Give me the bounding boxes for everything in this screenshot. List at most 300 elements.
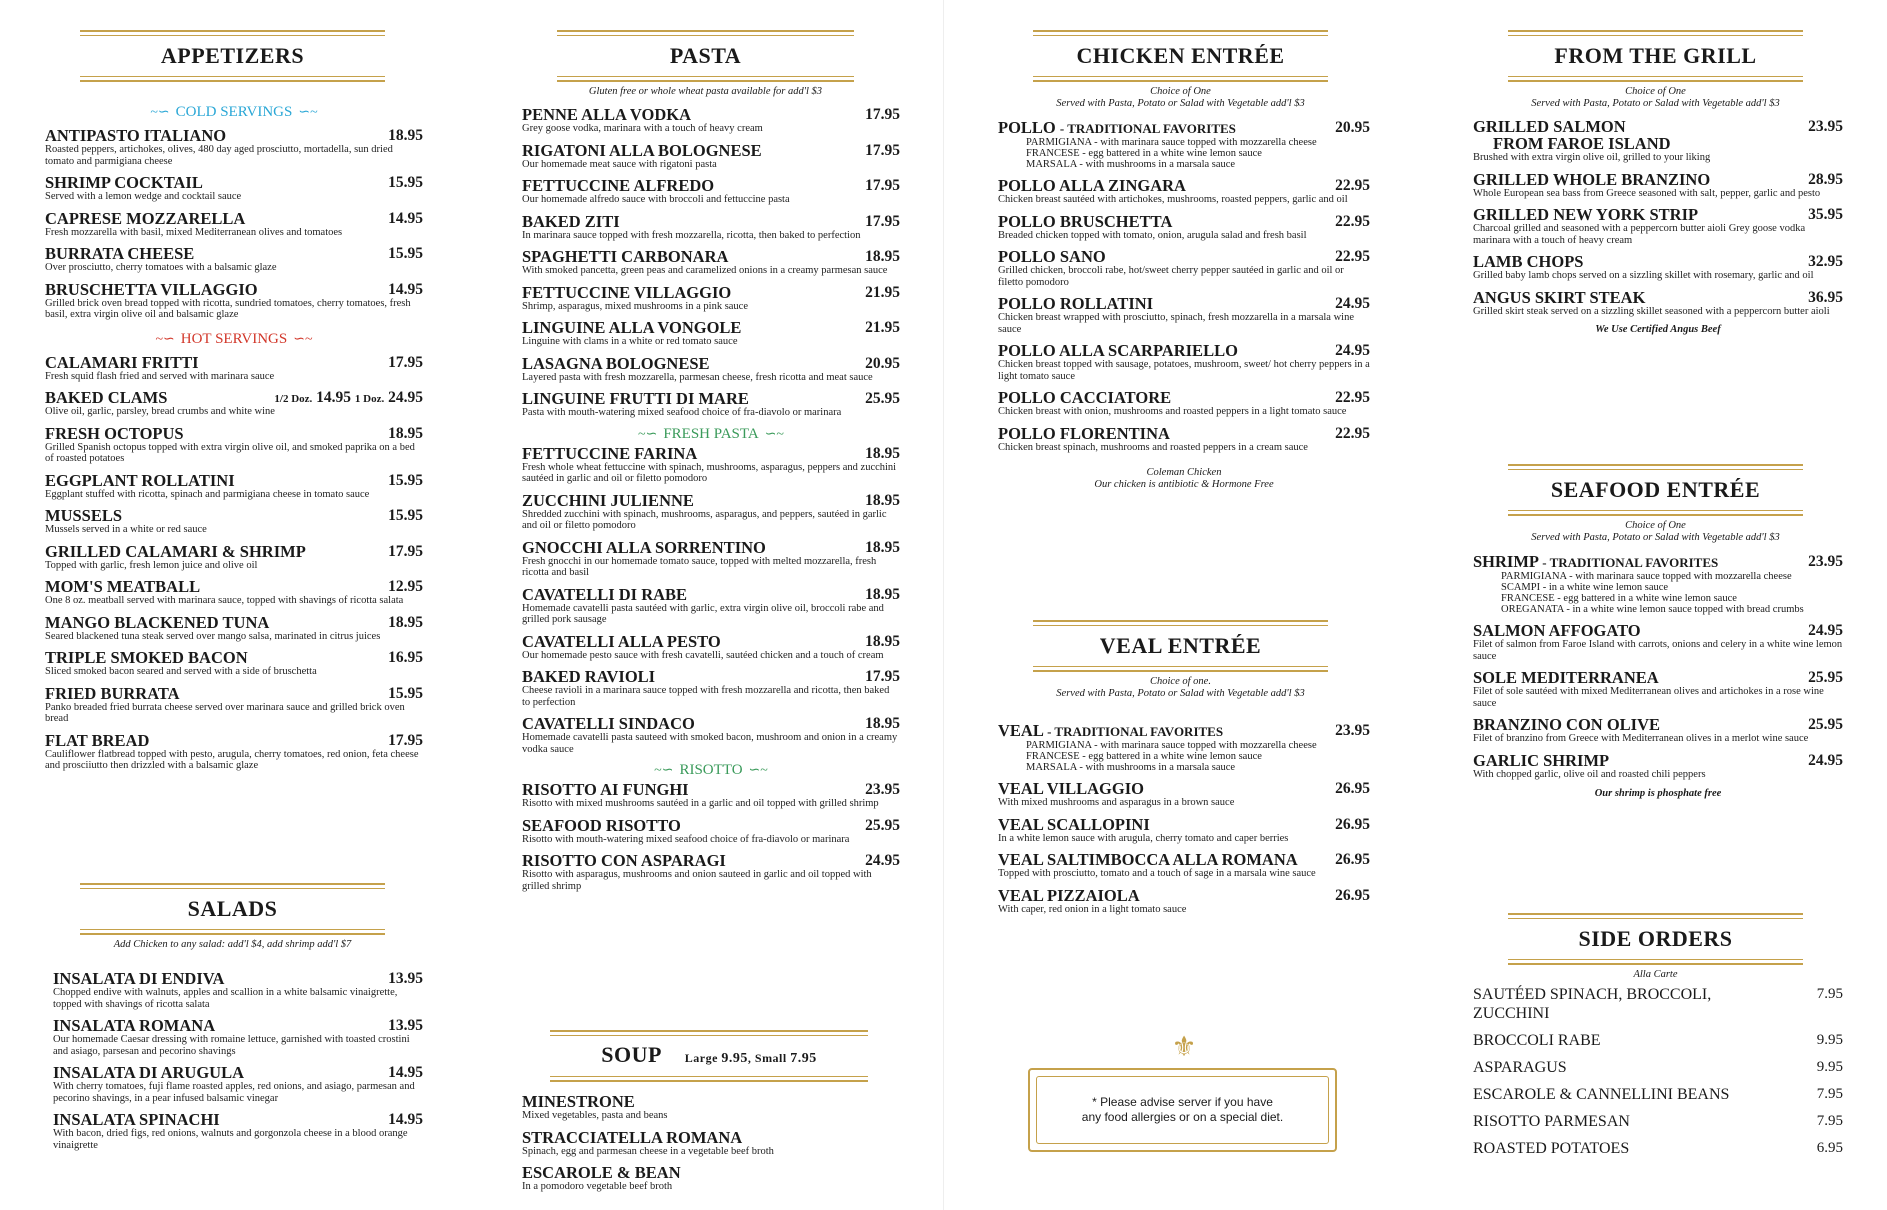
traditional-option: PARMIGIANA - with marinara sauce topped with mozzarella cheese: [1026, 740, 1317, 751]
menu-item: [522, 213, 900, 242]
item-description: Seared blackened tuna steak served over mango salsa, marinated in citrus juices: [45, 630, 381, 642]
item-price: 17.95: [388, 731, 423, 749]
item-name-text: MANGO BLACKENED TUNA: [45, 612, 270, 632]
appetizers-section: [45, 96, 423, 779]
item-name-text: BAKED CLAMS: [45, 388, 168, 407]
item-name-text: SPAGHETTI CARBONARA: [522, 247, 729, 266]
item-name: [1473, 118, 1843, 152]
item-name-text: FETTUCCINE VILLAGGIO: [522, 282, 732, 302]
item-description: Our homemade alfredo sauce with broccoli and fettuccine pasta: [522, 194, 790, 205]
menu-item: [1473, 289, 1843, 318]
item-name-text: MINESTRONE: [522, 1092, 635, 1111]
item-description: Fresh mozzarella with basil, mixed Mediterranean olives and tomatoes: [45, 226, 343, 238]
item-price: 14.95: [388, 280, 423, 298]
item-price: 18.95: [865, 491, 900, 509]
item-name: [522, 586, 900, 603]
traditional-name: [998, 722, 1370, 740]
item-name: [45, 210, 423, 227]
item-description: Homemade cavatelli pasta sauteed with smoked bacon, mushroom and onion in a creamy vodka sauce: [522, 732, 898, 755]
item-price: 26.95: [1335, 851, 1370, 868]
menu-item: [522, 319, 900, 348]
item-price: 12.95: [388, 578, 423, 595]
sides-title: SIDE ORDERS: [1578, 926, 1733, 951]
item-description: Pasta with mouth-watering mixed seafood choice of fra-diavolo or marinara: [522, 407, 842, 418]
item-name-text: SOLE MEDITERRANEA: [1473, 668, 1659, 687]
salads-title: SALADS: [187, 896, 278, 921]
allergy-notice: [1028, 1068, 1337, 1152]
item-description: Risotto with mouth-watering mixed seafood choice of fra-diavolo or marinara: [522, 833, 850, 845]
risotto-list: [522, 781, 900, 892]
item-name-text: GNOCCHI ALLA SORRENTINO: [522, 537, 766, 557]
menu-item: [1473, 716, 1843, 745]
menu-item: [522, 106, 900, 135]
item-name-text: BAKED RAVIOLI: [522, 667, 656, 686]
menu-item: [45, 732, 423, 772]
item-name: [998, 342, 1370, 359]
traditional-favorites: [998, 722, 1370, 773]
allergy-line-2: any food allergies or on a special diet.: [1081, 1110, 1284, 1124]
item-description: Our homemade pesto sauce with fresh cavatelli, sautéed chicken and a touch of cream: [522, 649, 884, 661]
item-name-text: FETTUCCINE ALFREDO: [522, 176, 715, 195]
traditional-price: 23.95: [1808, 553, 1843, 570]
item-price: 18.95: [388, 127, 423, 144]
item-name-text: POLLO ALLA ZINGARA: [998, 176, 1186, 195]
menu-item: [45, 649, 423, 678]
menu-item: [45, 210, 423, 239]
side-name: ESCAROLE & CANNELLINI BEANS: [1473, 1086, 1730, 1103]
item-price: 25.95: [865, 816, 900, 834]
seafood-note-2: Served with Pasta, Potato or Salad with Vegetable add'l $3: [1531, 532, 1780, 543]
item-name-text: ANTIPASTO ITALIANO: [45, 126, 227, 145]
item-description: Risotto with mixed mushrooms sautéed in a garlic and oil topped with grilled shrimp: [522, 798, 879, 809]
item-description: Shrimp, asparagus, mixed mushrooms in a pink sauce: [522, 300, 749, 312]
item-price: 20.95: [865, 354, 900, 372]
traditional-favorites: [998, 119, 1370, 170]
menu-item: [522, 177, 900, 206]
item-description: Chicken breast sautéed with artichokes, mushrooms, roasted peppers, garlic and oil: [998, 194, 1348, 205]
item-price: 13.95: [388, 970, 423, 987]
item-description: Chicken breast with onion, mushrooms and roasted peppers in a light tomato sauce: [998, 406, 1347, 417]
item-name: [998, 816, 1370, 833]
item-description: Grilled brick oven bread topped with ricotta, sundried tomatoes, cherry tomatoes, fresh basil, extra virgin olive oil and balsamic glaze: [45, 297, 411, 320]
item-description: Sliced smoked bacon seared and served with a side of bruschetta: [45, 666, 317, 677]
item-description: Fresh squid flash fried and served with marinara sauce: [45, 370, 275, 382]
traditional-price: 23.95: [1335, 722, 1370, 739]
hot-servings-list: [45, 354, 423, 772]
item-name: [998, 295, 1370, 312]
traditional-name: [1473, 553, 1843, 571]
item-name-text: BURRATA CHEESE: [45, 244, 195, 263]
item-name-text: LINGUINE FRUTTI DI MARE: [522, 389, 749, 408]
traditional-option: SCAMPI - in a white wine lemon sauce: [1501, 582, 1669, 593]
item-name: [998, 425, 1370, 442]
traditional-name: [998, 119, 1370, 137]
seafood-title: SEAFOOD ENTRÉE: [1550, 477, 1761, 502]
item-price: 26.95: [1335, 886, 1370, 904]
swirl-icon: ∽~: [748, 763, 768, 778]
item-name: [1473, 752, 1843, 769]
appetizers-header: [80, 30, 385, 82]
item-description: Layered pasta with fresh mozzarella, parmesan cheese, fresh ricotta and meat sauce: [522, 371, 873, 383]
item-price: 36.95: [1808, 288, 1843, 306]
menu-item: [998, 887, 1370, 916]
item-description: Chicken breast topped with sausage, potatoes, mushroom, sweet/ hot cherry peppers in a light tomato sauce: [998, 359, 1370, 382]
item-description: With bacon, dried figs, red onions, walnuts and gorgonzola cheese in a blood orange vinaigrette: [53, 1128, 408, 1151]
menu-item: [1473, 171, 1843, 200]
menu-item: [998, 248, 1370, 288]
menu-item: [1473, 669, 1843, 709]
traditional-option: FRANCESE - egg battered in a white wine lemon sauce: [1501, 593, 1737, 604]
grill-title: FROM THE GRILL: [1554, 43, 1757, 68]
item-name-text: VEAL PIZZAIOLA: [998, 885, 1140, 905]
side-item: [1473, 1085, 1843, 1104]
item-description: With caper, red onion in a light tomato sauce: [998, 903, 1187, 915]
swirl-icon: ~∽: [654, 763, 674, 778]
side-price: 9.95: [1816, 1059, 1843, 1075]
item-name: [45, 685, 423, 702]
item-description: Filet of sole sautéed with mixed Mediterranean olives and artichokes in a rose wine sauce: [1473, 686, 1824, 709]
veal-title: VEAL ENTRÉE: [1099, 633, 1262, 658]
item-name: [998, 389, 1370, 406]
soup-title: SOUP: [601, 1042, 661, 1067]
seafood-list: [1473, 622, 1843, 780]
menu-item: [45, 507, 423, 536]
veal-list: [998, 780, 1370, 915]
chicken-section: [998, 119, 1370, 491]
chicken-header: [1033, 30, 1328, 110]
menu-item: [1473, 118, 1843, 164]
side-name: SAUTÉED SPINACH, BROCCOLI, ZUCCHINI: [1473, 986, 1712, 1022]
menu-item: [522, 355, 900, 384]
item-name-text: MUSSELS: [45, 506, 123, 525]
menu-item: [53, 1064, 423, 1104]
item-name: [998, 851, 1370, 868]
item-name-text: LINGUINE ALLA VONGOLE: [522, 318, 742, 337]
menu-item: [522, 284, 900, 313]
seafood-section: [1473, 553, 1843, 800]
item-description: In a pomodoro vegetable beef broth: [522, 1181, 673, 1192]
item-name-text: GRILLED WHOLE BRANZINO: [1473, 169, 1711, 189]
item-price: 25.95: [1808, 669, 1843, 686]
side-item: [1473, 1031, 1843, 1050]
item-name: [522, 668, 900, 685]
item-price: 23.95: [865, 781, 900, 798]
item-name-text: SEAFOOD RISOTTO: [522, 815, 681, 835]
item-price: 18.95: [865, 538, 900, 556]
menu-item: [522, 817, 900, 846]
veal-note-1: Choice of one.: [1150, 676, 1211, 687]
item-price: 26.95: [1335, 815, 1370, 833]
item-name-text: POLLO SANO: [998, 247, 1106, 266]
menu-item: [45, 578, 423, 607]
item-price: 28.95: [1808, 170, 1843, 188]
item-price: 15.95: [388, 471, 423, 489]
item-name-text: CAPRESE MOZZARELLA: [45, 208, 246, 228]
item-name: [1473, 253, 1843, 270]
item-price: 24.95: [1808, 751, 1843, 769]
grill-section: [1473, 118, 1843, 336]
item-description: Our homemade Caesar dressing with romaine lettuce, garnished with toasted crostini and asiago, parsesan and pecorino shavings: [53, 1034, 410, 1057]
side-price: 9.95: [1816, 1032, 1843, 1048]
swirl-icon: ~∽: [638, 426, 658, 442]
dozen-price: 24.95: [388, 389, 423, 406]
soup-list: [522, 1093, 900, 1200]
menu-item: [998, 851, 1370, 880]
item-name: [522, 355, 900, 372]
item-price: 18.95: [865, 632, 900, 650]
salads-list: [53, 970, 423, 1158]
item-name-text: GRILLED NEW YORK STRIP: [1473, 205, 1699, 224]
item-name-text: LASAGNA BOLOGNESE: [522, 353, 710, 373]
traditional-options: [1473, 571, 1843, 615]
swirl-icon: ∽~: [764, 426, 784, 442]
menu-item: [45, 354, 423, 383]
item-name: [522, 177, 900, 194]
traditional-option: OREGANATA - in a white wine lemon sauce topped with bread crumbs: [1501, 604, 1804, 615]
item-price: 18.95: [865, 444, 900, 462]
risotto-label: ~∽ RISOTTO ∽~: [654, 762, 768, 778]
menu-item: [998, 780, 1370, 809]
item-name: [522, 1129, 900, 1146]
menu-item: [998, 816, 1370, 845]
item-name-text: POLLO ALLA SCARPARIELLO: [998, 341, 1238, 360]
item-description: Grilled baby lamb chops served on a sizzling skillet with rosemary, garlic and oil: [1473, 270, 1814, 281]
item-description: Cheese ravioli in a marinara sauce topped with fresh mozzarella and ricotta, then baked to perfection: [522, 685, 890, 708]
chicken-note-2: Served with Pasta, Potato or Salad with Vegetable add'l $3: [1056, 98, 1305, 109]
side-item: [1473, 1112, 1843, 1131]
item-price: 24.95: [1335, 295, 1370, 312]
item-name: [522, 715, 900, 732]
item-name-text: ESCAROLE & BEAN: [522, 1163, 681, 1182]
item-name: [45, 127, 423, 144]
menu-item: [45, 543, 423, 572]
traditional-option: FRANCESE - egg battered in a white wine lemon sauce: [1026, 148, 1262, 159]
item-name-text: LAMB CHOPS: [1473, 252, 1584, 271]
side-item: [1473, 1058, 1843, 1077]
item-price-options: [274, 389, 423, 407]
item-description: Risotto with asparagus, mushrooms and onion sauteed in garlic and oil topped with grilled shrimp: [522, 869, 872, 892]
item-description: Panko breaded fried burrata cheese served over marinara sauce and grilled brick oven bread: [45, 701, 405, 724]
item-description: Charcoal grilled and seasoned with a peppercorn butter aioli Grey goose vodka marinara with a touch of heavy cream: [1473, 223, 1806, 246]
menu-item: [1473, 253, 1843, 282]
traditional-suffix: - TRADITIONAL FAVORITES: [1047, 724, 1224, 739]
traditional-option: FRANCESE - egg battered in a white wine lemon sauce: [1026, 751, 1262, 762]
traditional-suffix: - TRADITIONAL FAVORITES: [1059, 121, 1236, 136]
menu-item: [522, 492, 900, 532]
item-name-text: POLLO ROLLATINI: [998, 294, 1154, 313]
menu-item: [522, 248, 900, 277]
menu-item: [522, 539, 900, 579]
column-4: [1473, 0, 1843, 1210]
item-price: 17.95: [388, 542, 423, 560]
grill-note-2: Served with Pasta, Potato or Salad with Vegetable add'l $3: [1531, 98, 1780, 109]
item-name: [998, 213, 1370, 230]
item-description: Topped with garlic, fresh lemon juice and olive oil: [45, 559, 258, 571]
side-name: ROASTED POTATOES: [1473, 1140, 1630, 1157]
veal-traditional: [998, 722, 1370, 773]
menu-item: [998, 342, 1370, 382]
menu-item: [1473, 206, 1843, 246]
menu-item: [522, 668, 900, 708]
traditional-options: [998, 137, 1370, 170]
item-price: 22.95: [1335, 248, 1370, 265]
item-name-text: POLLO BRUSCHETTA: [998, 211, 1173, 231]
item-name: [998, 177, 1370, 194]
item-description: Chicken breast spinach, mushrooms and roasted peppers in a cream sauce: [998, 441, 1308, 453]
menu-item: [45, 281, 423, 321]
pasta-note: Gluten free or whole wheat pasta available for add'l $3: [588, 86, 823, 97]
chicken-list: [998, 177, 1370, 453]
menu-item: [53, 1017, 423, 1057]
swirl-icon: ∽~: [293, 331, 313, 347]
item-price: 16.95: [388, 649, 423, 666]
item-price: 14.95: [388, 1111, 423, 1128]
item-price: 21.95: [865, 283, 900, 301]
seafood-traditional: [1473, 553, 1843, 615]
salads-header: [80, 883, 385, 951]
menu-item: [522, 1164, 900, 1193]
item-name-text: GARLIC SHRIMP: [1473, 750, 1610, 770]
item-name-text: POLLO CACCIATORE: [998, 388, 1172, 407]
item-description: Eggplant stuffed with ricotta, spinach and parmigiana cheese in tomato sauce: [45, 488, 370, 500]
menu-item: [45, 472, 423, 501]
item-description: With mixed mushrooms and asparagus in a brown sauce: [998, 797, 1235, 808]
item-price: 17.95: [865, 668, 900, 685]
menu-item: [522, 1093, 900, 1122]
seafood-footer: Our shrimp is phosphate free: [1594, 788, 1722, 799]
item-name-text: GRILLED SALMON: [1473, 117, 1626, 136]
item-name-text: CAVATELLI SINDACO: [522, 714, 695, 733]
menu-item: [998, 213, 1370, 242]
traditional-name-text: SHRIMP: [1473, 552, 1539, 571]
item-description: Filet of salmon from Faroe Island with carrots, onions and celery in a white wine lemon sauce: [1473, 639, 1843, 662]
menu-item: [522, 586, 900, 626]
chicken-title: CHICKEN ENTRÉE: [1076, 43, 1285, 68]
menu-item: [522, 445, 900, 485]
item-name-text: INSALATA DI ARUGULA: [53, 1063, 245, 1082]
item-description: Grilled chicken, broccoli rabe, hot/sweet cherry pepper sautéed in garlic and oil or filetto pomodoro: [998, 265, 1344, 288]
dozen-label: 1 Doz.: [354, 393, 385, 405]
menu-item: [1473, 622, 1843, 662]
item-name: [45, 245, 423, 262]
item-name-text: RISOTTO AI FUNGHI: [522, 780, 689, 799]
menu-item: [998, 389, 1370, 418]
item-price: 17.95: [865, 106, 900, 123]
item-name: [1473, 669, 1843, 686]
item-price: 22.95: [1335, 389, 1370, 406]
item-price: 24.95: [865, 852, 900, 869]
item-name-text: FETTUCCINE FARINA: [522, 443, 698, 463]
item-name: [522, 539, 900, 556]
item-name: [522, 106, 900, 123]
item-price: 14.95: [388, 209, 423, 227]
menu-item: [53, 970, 423, 1010]
grill-note-1: Choice of One: [1625, 86, 1686, 97]
item-description: Fresh whole wheat fettuccine with spinach, mushrooms, asparagus, peppers and zucchini sautéed in garlic and oil or filetto pomodoro: [522, 461, 897, 484]
item-description: Over prosciutto, cherry tomatoes with a balsamic glaze: [45, 262, 277, 273]
sides-note: Alla Carte: [1633, 969, 1678, 980]
menu-item: [45, 425, 423, 465]
cold-servings-label: ~∽ COLD SERVINGS ∽~: [150, 104, 318, 120]
item-price: 22.95: [1335, 424, 1370, 442]
item-name-text: SALMON AFFOGATO: [1473, 621, 1641, 640]
chicken-footer-1: Coleman Chicken: [1146, 467, 1222, 478]
item-name-text: VEAL SCALLOPINI: [998, 814, 1150, 834]
item-name: [522, 390, 900, 407]
cold-servings-list: [45, 127, 423, 321]
side-item: [1473, 985, 1843, 1023]
menu-item: [522, 1129, 900, 1158]
traditional-option: MARSALA - with mushrooms in a marsala sauce: [1026, 159, 1236, 170]
item-name: [522, 781, 900, 798]
item-price: 14.95: [388, 1064, 423, 1081]
item-description: Topped with prosciutto, tomato and a touch of sage in a marsala wine sauce: [998, 868, 1316, 879]
side-price: 7.95: [1816, 986, 1843, 1002]
menu-item: [53, 1111, 423, 1151]
item-description: Mussels served in a white or red sauce: [45, 524, 207, 535]
item-name: [45, 472, 423, 489]
menu-item: [45, 614, 423, 643]
item-price: 32.95: [1808, 253, 1843, 270]
soup-sizes: Large 9.95, Small 7.95: [684, 1051, 817, 1066]
item-name: [53, 1017, 423, 1034]
item-name-text: TRIPLE SMOKED BACON: [45, 648, 248, 667]
item-name-text: RISOTTO CON ASPARAGI: [522, 851, 726, 870]
item-description: Served with a lemon wedge and cocktail sauce: [45, 191, 242, 202]
item-name-text: VEAL VILLAGGIO: [998, 779, 1144, 798]
half-dozen-price: 14.95: [316, 389, 352, 406]
menu-item: [522, 142, 900, 171]
item-name: [53, 1064, 423, 1081]
item-name: [998, 780, 1370, 797]
item-name-text: VEAL SALTIMBOCCA ALLA ROMANA: [998, 850, 1298, 869]
item-name-text: STRACCIATELLA ROMANA: [522, 1127, 743, 1147]
item-description: In marinara sauce topped with fresh mozzarella, ricotta, then baked to perfection: [522, 229, 861, 241]
item-description: Brushed with extra virgin olive oil, grilled to your liking: [1473, 152, 1711, 163]
item-price: 22.95: [1335, 212, 1370, 230]
item-description: Roasted peppers, artichokes, olives, 480 day aged prosciutto, mortadella, sun dried tomato and parmigiana cheese: [45, 144, 393, 167]
item-name-text: RIGATONI ALLA BOLOGNESE: [522, 140, 762, 160]
item-name-text: INSALATA SPINACHI: [53, 1110, 220, 1129]
item-name: [522, 852, 900, 869]
item-name: [522, 492, 900, 509]
item-description: Shredded zucchini with spinach, mushrooms, asparagus, and peppers, sautéed in garlic and oil or filetto pomodoro: [522, 508, 887, 531]
item-description: Chicken breast wrapped with prosciutto, spinach, fresh mozzarella in a marsala wine sauce: [998, 312, 1355, 335]
traditional-suffix: - TRADITIONAL FAVORITES: [1542, 555, 1719, 570]
fleur-de-lis-icon: ⚜: [1171, 1030, 1197, 1063]
menu-item: [998, 425, 1370, 454]
item-name-text: EGGPLANT ROLLATINI: [45, 470, 235, 490]
menu-item: [998, 177, 1370, 206]
side-name: ASPARAGUS: [1473, 1059, 1567, 1076]
veal-section: [998, 722, 1370, 922]
side-price: 7.95: [1816, 1113, 1843, 1129]
menu-item: [45, 174, 423, 203]
item-price: 17.95: [388, 353, 423, 371]
swirl-icon: ∽~: [298, 105, 318, 120]
item-name-text: BAKED ZITI: [522, 211, 620, 231]
item-name-text: INSALATA DI ENDIVA: [53, 969, 225, 988]
traditional-option: MARSALA - with mushrooms in a marsala sauce: [1026, 762, 1236, 773]
item-price: 15.95: [388, 174, 423, 191]
allergy-line-1: * Please advise server if you have: [1092, 1095, 1273, 1109]
side-price: 6.95: [1816, 1140, 1843, 1156]
item-name-text: CAVATELLI DI RABE: [522, 584, 688, 604]
pasta-list: [522, 106, 900, 419]
item-price: 18.95: [865, 248, 900, 265]
item-name: [522, 817, 900, 834]
sides-list: [1473, 985, 1843, 1166]
